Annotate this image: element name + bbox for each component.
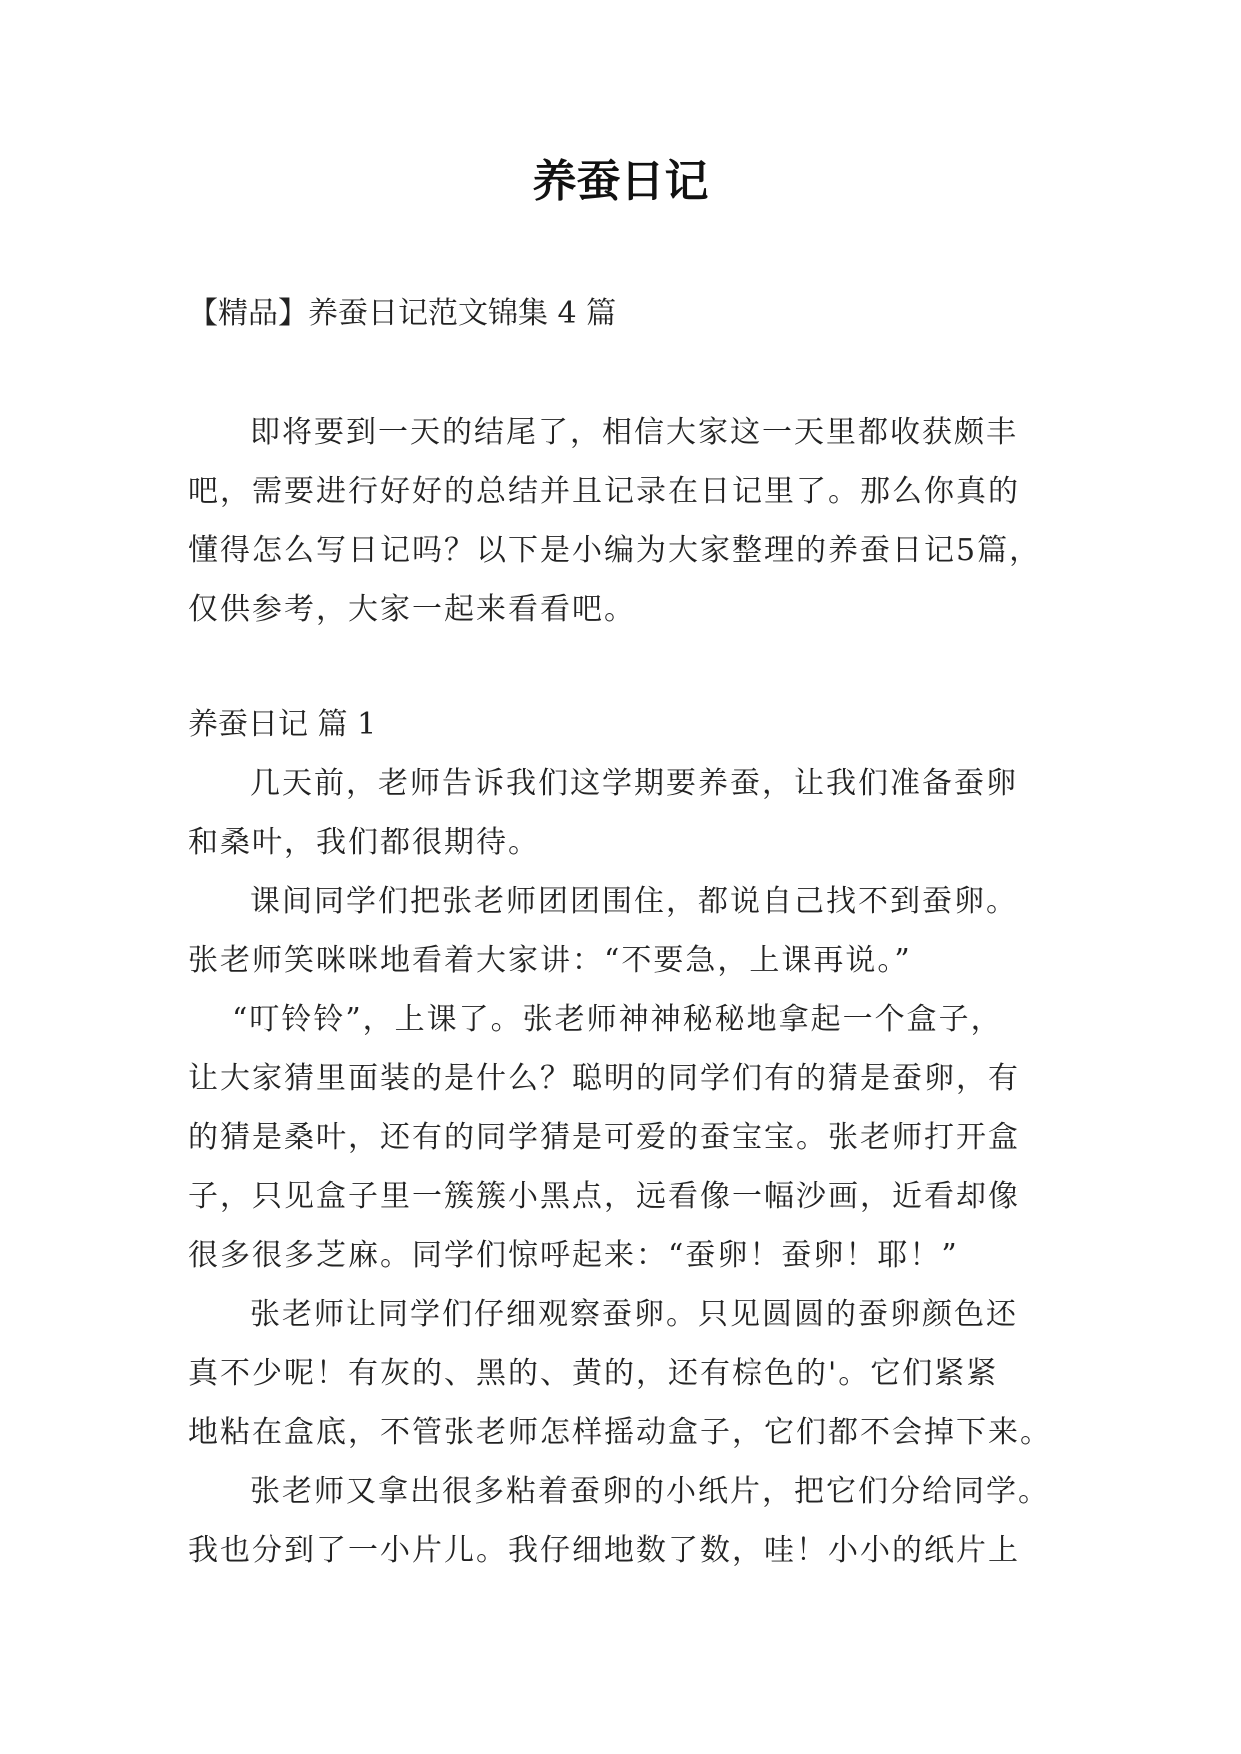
intro-line: 懂得怎么写日记吗？以下是小编为大家整理的养蚕日记5篇， bbox=[188, 533, 1042, 568]
intro-line: 吧，需要进行好好的总结并且记录在日记里了。那么你真的 bbox=[188, 474, 1020, 509]
body-line: “叮铃铃”，上课了。张老师神神秘秘地拿起一个盒子， bbox=[232, 1002, 1003, 1037]
intro-paragraph bbox=[188, 403, 1068, 639]
body-line: 子，只见盒子里一簇簇小黑点，远看像一幅沙画，近看却像 bbox=[188, 1179, 1020, 1214]
body-line: 真不少呢！有灰的、黑的、黄的，还有棕色的'。它们紧紧 bbox=[188, 1356, 999, 1391]
intro-line: 仅供参考，大家一起来看看吧。 bbox=[188, 592, 636, 627]
body-line: 的猜是桑叶，还有的同学猜是可爱的蚕宝宝。张老师打开盒 bbox=[188, 1120, 1020, 1155]
body-line: 地粘在盒底，不管张老师怎样摇动盒子，它们都不会掉下来。 bbox=[188, 1415, 1052, 1450]
section-heading: 养蚕日记 篇 1 bbox=[188, 707, 377, 742]
document-title: 养蚕日记 bbox=[532, 156, 709, 207]
body-line: 让大家猜里面装的是什么？聪明的同学们有的猜是蚕卵，有 bbox=[188, 1061, 1020, 1096]
document-subtitle: 【精品】养蚕日记范文锦集 4 篇 bbox=[188, 296, 617, 331]
section-body bbox=[188, 754, 1068, 1580]
intro-line: 即将要到一天的结尾了，相信大家这一天里都收获颇丰 bbox=[250, 415, 1018, 450]
body-line: 张老师又拿出很多粘着蚕卵的小纸片，把它们分给同学。 bbox=[250, 1474, 1050, 1509]
body-line: 我也分到了一小片儿。我仔细地数了数，哇！小小的纸片上 bbox=[188, 1533, 1020, 1568]
body-line: 很多很多芝麻。同学们惊呼起来：“蚕卵！蚕卵！耶！” bbox=[188, 1238, 959, 1273]
body-line: 几天前，老师告诉我们这学期要养蚕，让我们准备蚕卵 bbox=[250, 766, 1018, 801]
body-line: 课间同学们把张老师团团围住，都说自己找不到蚕卵。 bbox=[250, 884, 1018, 919]
body-line: 和桑叶，我们都很期待。 bbox=[188, 825, 540, 860]
body-line: 张老师让同学们仔细观察蚕卵。只见圆圆的蚕卵颜色还 bbox=[250, 1297, 1018, 1332]
body-line: 张老师笑咪咪地看着大家讲：“不要急，上课再说。” bbox=[188, 943, 912, 978]
